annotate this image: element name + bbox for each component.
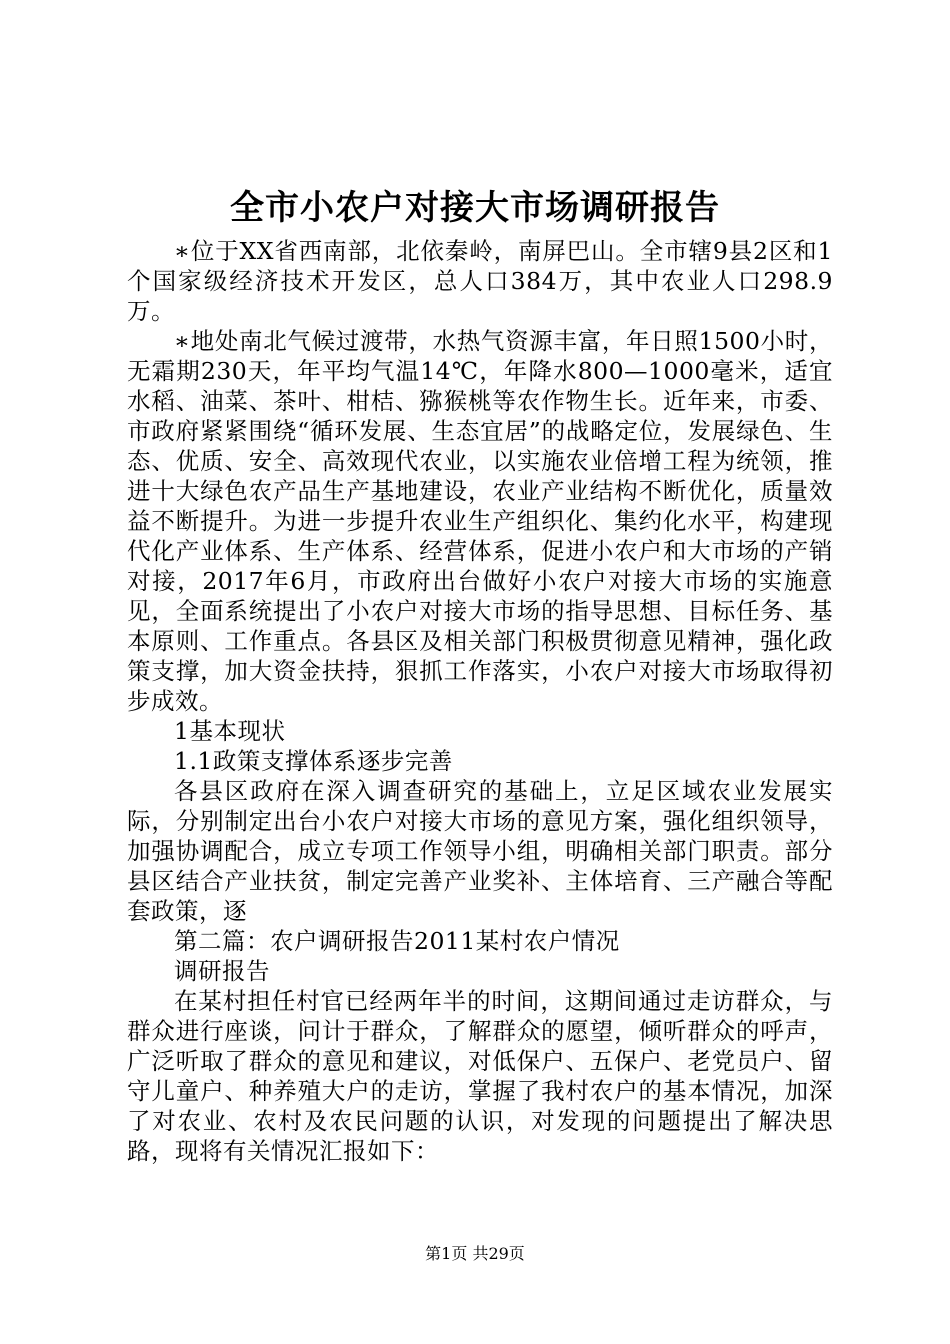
paragraph-village-survey: 在某村担任村官已经两年半的时间，这期间通过走访群众，与群众进行座谈，问计于群众，了解群众的愿望，倾听群众的呼声，广泛听取了群众的意见和建议，对低保户、五保户、老党员户、留守儿童户、种养殖大户的走访，掌握了我村农户的基本情况，加深了对农业、农村及农民问题的认识，对发现的问题提出了解决思路，现将有关情况汇报如下： <box>127 987 833 1165</box>
document-title: 全市小农户对接大市场调研报告 <box>230 188 720 228</box>
part-two-subheading: 调研报告 <box>174 957 270 985</box>
page-footer: 第1页 共29页 <box>425 1244 525 1263</box>
paragraph-policy: 各县区政府在深入调查研究的基础上，立足区域农业发展实际，分别制定出台小农户对接大市场的意见方案，强化组织领导，加强协调配合，成立专项工作领导小组，明确相关部门职责。部分县区结合产业扶贫，制定完善产业奖补、主体培育、三产融合等配套政策，逐 <box>127 777 833 925</box>
section-heading-basic-status: 1基本现状 <box>174 717 286 745</box>
paragraph-climate: ∗地处南北气候过渡带，水热气资源丰富，年日照1500小时，无霜期230天，年平均气温14℃，年降水800—1000毫米，适宜水稻、油菜、茶叶、柑桔、猕猴桃等农作物生长。近年来，市委、市政府紧紧围绕“循环发展、生态宜居”的战略定位，发展绿色、生态、优质、安全、高效现代农业，以实施农业倍增工程为统领，推进十大绿色农产品生产基地建设，农业产业结构不断优化，质量效益不断提升。为进一步提升农业生产组织化、集约化水平，构建现代化产业体系、生产体系、经营体系，促进小农户和大市场的产销对接，2017年6月，市政府出台做好小农户对接大市场的实施意见，全面系统提出了小农户对接大市场的指导思想、目标任务、基本原则、工作重点。各县区及相关部门积极贯彻意见精神，强化政策支撑，加大资金扶持，狠抓工作落实，小农户对接大市场取得初步成效。 <box>127 327 833 715</box>
paragraph-location: ∗位于XX省西南部，北依秦岭，南屏巴山。全市辖9县2区和1个国家级经济技术开发区，总人口384万，其中农业人口298.9万。 <box>127 237 833 325</box>
part-two-heading: 第二篇：农户调研报告2011某村农户情况 <box>174 927 620 955</box>
document-body <box>127 236 833 1166</box>
subsection-heading-policy: 1.1政策支撑体系逐步完善 <box>174 747 453 775</box>
